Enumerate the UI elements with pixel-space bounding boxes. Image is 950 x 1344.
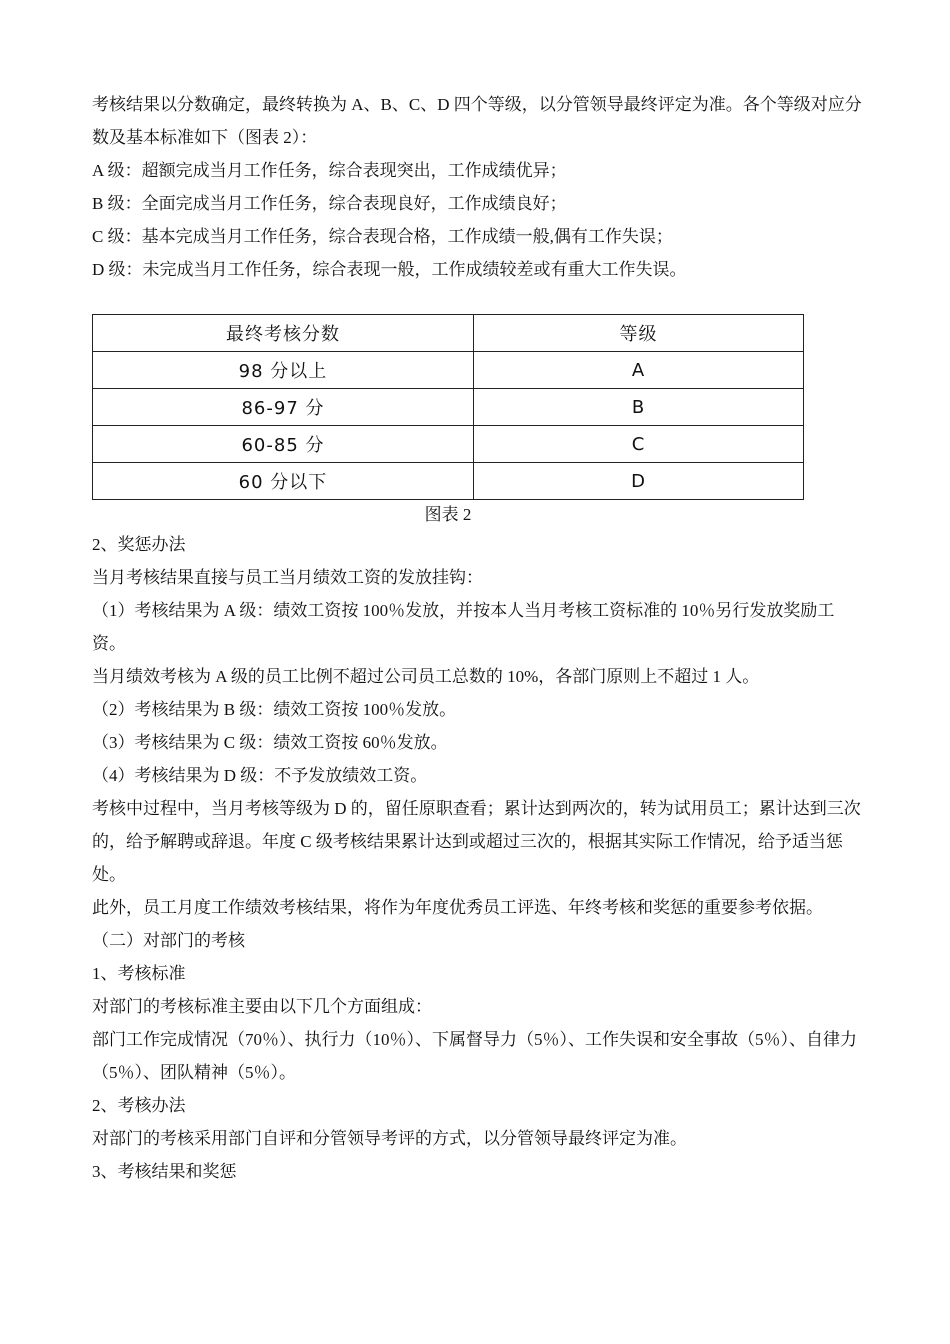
grade-c-definition: C 级：基本完成当月工作任务，综合表现合格，工作成绩一般,偶有工作失误； <box>92 227 673 246</box>
table-row <box>93 426 804 463</box>
section-heading: 2、考核办法 <box>92 1096 186 1115</box>
table-header-row <box>93 315 804 352</box>
table-cell-score: 98 分以上 <box>93 352 474 389</box>
table-caption: 图表 2 <box>424 505 472 524</box>
section-heading: 1、考核标准 <box>92 964 186 983</box>
table-row <box>93 463 804 500</box>
body-paragraph: 部门工作完成情况（70％）、执行力（10％）、下属督导力（5％）、工作失误和安全事故（5％）、自律力（5％）、团队精神（5％）。 <box>92 1030 857 1082</box>
body-paragraph: （3）考核结果为 C 级：绩效工资按 60％发放。 <box>92 733 448 752</box>
body-paragraph: 考核中过程中，当月考核等级为 D 的，留任原职查看；累计达到两次的，转为试用员工；累计达到三次的，给予解聘或辞退。年度 C 级考核结果累计达到或超过三次的，根据其实际工作情况，给予适当惩处。 <box>92 799 861 884</box>
grade-d-definition: D 级：未完成当月工作任务，综合表现一般，工作成绩较差或有重大工作失误。 <box>92 260 687 279</box>
table-cell-score: 86-97 分 <box>93 389 474 426</box>
table-cell-grade: D <box>474 463 804 500</box>
table-cell-grade: A <box>474 352 804 389</box>
body-paragraph: 此外，员工月度工作绩效考核结果，将作为年度优秀员工评选、年终考核和奖惩的重要参考依据。 <box>92 898 823 917</box>
grade-b-definition: B 级：全面完成当月工作任务，综合表现良好，工作成绩良好； <box>92 194 567 213</box>
table-cell-score: 60-85 分 <box>93 426 474 463</box>
grade-a-definition: A 级：超额完成当月工作任务，综合表现突出，工作成绩优异； <box>92 161 567 180</box>
table-cell-score: 60 分以下 <box>93 463 474 500</box>
body-paragraph: 对部门的考核标准主要由以下几个方面组成： <box>92 997 432 1016</box>
body-paragraph: （1）考核结果为 A 级：绩效工资按 100％发放，并按本人当月考核工资标准的 10％另行发放奖励工资。 <box>92 601 835 653</box>
table-row <box>93 352 804 389</box>
table-row <box>93 389 804 426</box>
body-paragraph: （2）考核结果为 B 级：绩效工资按 100％发放。 <box>92 700 457 719</box>
section-heading: 3、考核结果和奖惩 <box>92 1162 237 1181</box>
table-cell-grade: C <box>474 426 804 463</box>
grade-table <box>92 314 804 500</box>
body-paragraph: 当月考核结果直接与员工当月绩效工资的发放挂钩： <box>92 568 483 587</box>
body-paragraph: 当月绩效考核为 A 级的员工比例不超过公司员工总数的 10%，各部门原则上不超过 1 人。 <box>92 667 760 686</box>
document-page <box>92 88 862 1188</box>
body-section <box>92 528 862 1188</box>
table-header-score: 最终考核分数 <box>93 315 474 352</box>
section-heading: （二）对部门的考核 <box>92 931 245 950</box>
table-header-grade: 等级 <box>474 315 804 352</box>
intro-paragraph: 考核结果以分数确定，最终转换为 A、B、C、D 四个等级，以分管领导最终评定为准。各个等级对应分数及基本标准如下（图表 2）： <box>92 95 862 147</box>
intro-section <box>92 88 862 286</box>
body-paragraph: （4）考核结果为 D 级：不予发放绩效工资。 <box>92 766 428 785</box>
table-cell-grade: B <box>474 389 804 426</box>
body-paragraph: 对部门的考核采用部门自评和分管领导考评的方式，以分管领导最终评定为准。 <box>92 1129 687 1148</box>
section-heading: 2、奖惩办法 <box>92 535 186 554</box>
